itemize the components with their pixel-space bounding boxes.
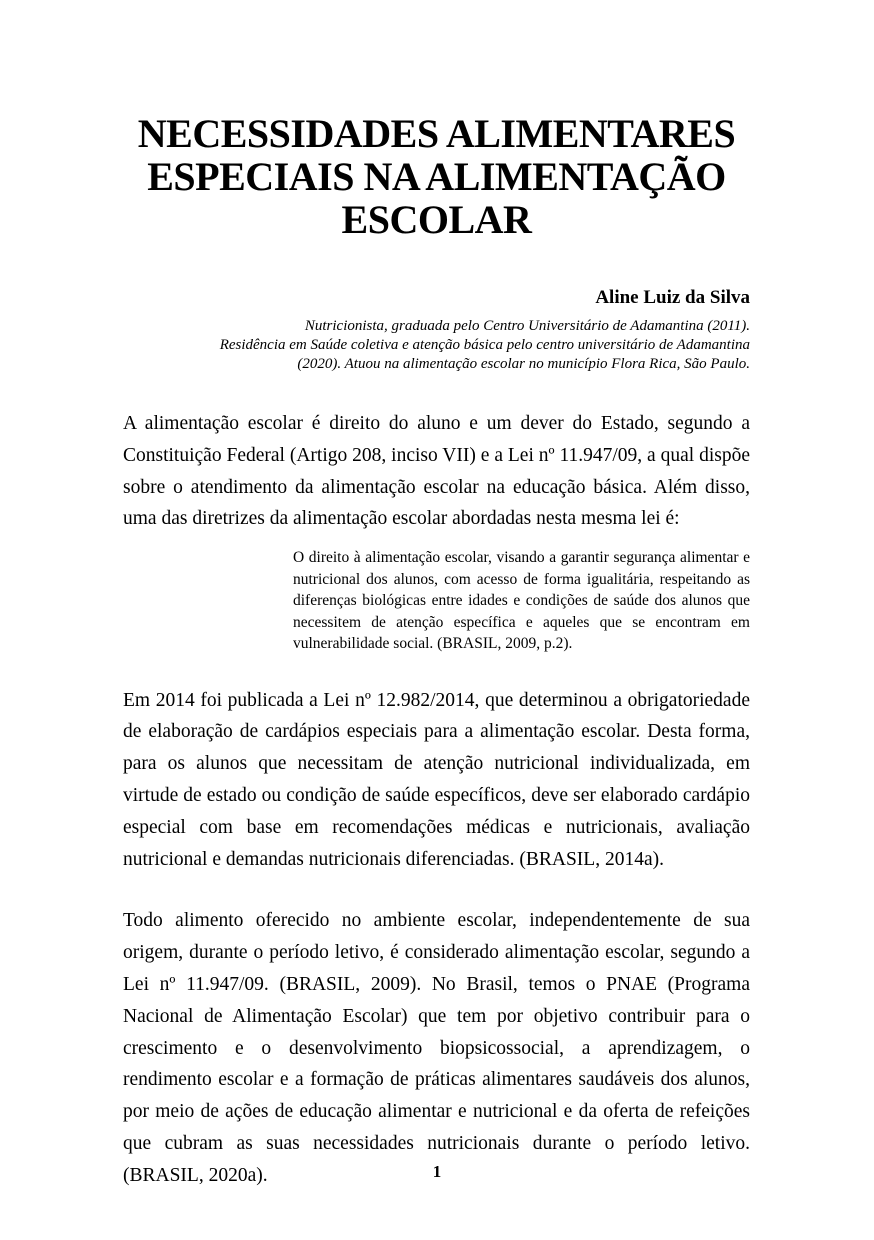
author-block <box>123 287 750 374</box>
author-name: Aline Luiz da Silva <box>595 287 750 308</box>
page-title-line-1: NECESSIDADES ALIMENTARES <box>137 111 736 156</box>
paragraph-law-2014: Em 2014 foi publicada a Lei nº 12.982/2014, que determinou a obrigatoriedade de elaboração de cardápios especiais para a alimentação escolar. Desta forma, para os alunos que necessitam de atenção nutricional individualizada, em virtude de estado ou condição de saúde específicos, deve ser elaborado cardápio especial com base em recomendações médicas e nutricionais, avaliação nutricional e demandas nutricionais diferenciadas. (BRASIL, 2014a). <box>123 689 750 870</box>
blockquote-citation: O direito à alimentação escolar, visando a garantir segurança alimentar e nutricional dos alunos, com acesso de forma igualitária, respeitando as diferenças biológicas entre idades e condições de saúde dos alunos que necessitem de atenção específica e aqueles que se encontram em vulnerabilidade social. (BRASIL, 2009, p.2). <box>293 549 750 653</box>
paragraph-intro: A alimentação escolar é direito do aluno e um dever do Estado, segundo a Constituição Federal (Artigo 208, inciso VII) e a Lei nº 11.947/09, a qual dispõe sobre o atendimento da alimentação escolar na educação básica. Além disso, uma das diretrizes da alimentação escolar abordadas nesta mesma lei é: <box>123 413 750 530</box>
author-bio-line-2: Residência em Saúde coletiva e atenção básica pelo centro universitário de Adamantina <box>219 337 750 353</box>
paragraph-pnae: Todo alimento oferecido no ambiente escolar, independentemente de sua origem, durante o período letivo, é considerado alimentação escolar, segundo a Lei nº 11.947/09. (BRASIL, 2009). No Brasil, temos o PNAE (Programa Nacional de Alimentação Escolar) que tem por objetivo contribuir para o crescimento e o desenvolvimento biopsicossocial, a aprendizagem, o rendimento escolar e a formação de práticas alimentares saudáveis dos alunos, por meio de ações de educação alimentar e nutricional e da oferta de refeições que cubram as suas necessidades nutricionais durante o período letivo. (BRASIL, 2020a). <box>123 910 750 1186</box>
page-title-line-2: ESPECIAIS NA ALIMENTAÇÃO <box>147 154 726 199</box>
page-title-line-3: ESCOLAR <box>341 197 532 242</box>
page-number: 1 <box>432 1162 442 1181</box>
page-title <box>123 112 750 241</box>
author-bio-line-1: Nutricionista, graduada pelo Centro Universitário de Adamantina (2011). <box>304 318 750 334</box>
author-bio <box>123 317 750 374</box>
author-bio-line-3: (2020). Atuou na alimentação escolar no município Flora Rica, São Paulo. <box>297 356 750 372</box>
